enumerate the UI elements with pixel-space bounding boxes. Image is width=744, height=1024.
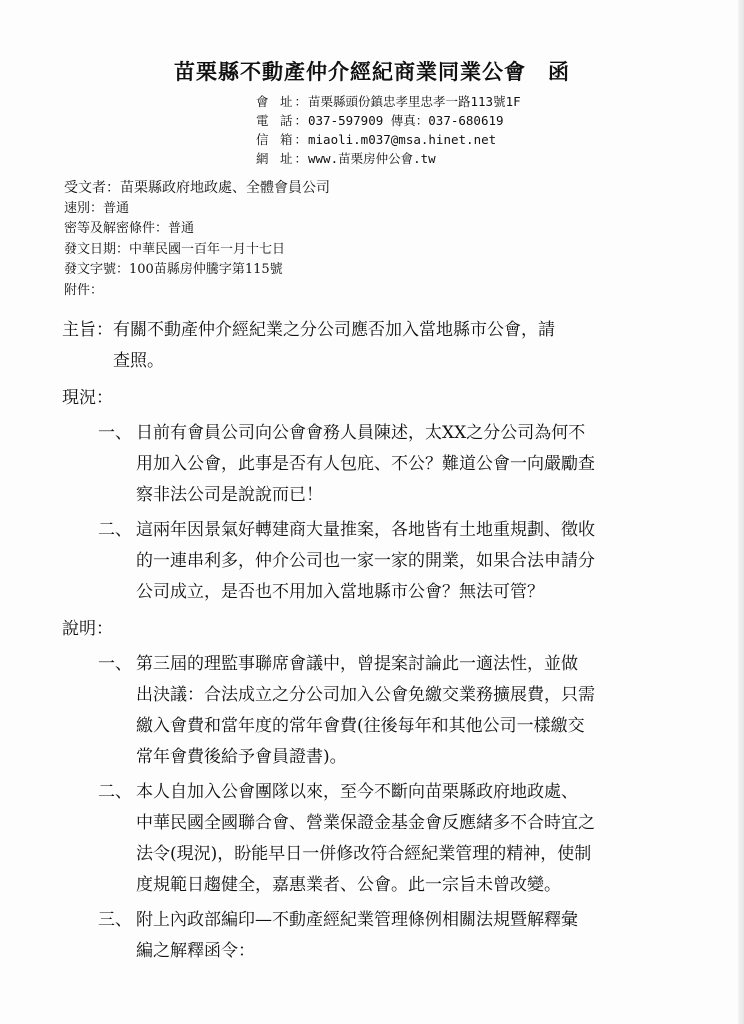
body-text xyxy=(62,315,702,967)
meta-attachment: 附件： xyxy=(64,282,104,298)
subject-text: 有關不動產仲介經紀業之分公司應否加入當地縣市公會，請 查照。 xyxy=(113,320,555,371)
meta-doc-number: 發文字號：100苗縣房仲騰字第115號 xyxy=(64,262,283,277)
doc-type: 函 xyxy=(548,59,570,84)
meta-recipient: 受文者：苗栗縣政府地政處、全體會員公司 xyxy=(64,180,330,196)
meta-date: 發文日期：中華民國一百年一月十七日 xyxy=(64,241,286,257)
explanation-heading: 說明： xyxy=(62,619,113,639)
subject xyxy=(62,315,702,377)
document-title xyxy=(0,56,744,86)
meta-speed: 速別：普通 xyxy=(64,200,130,216)
scan-edge xyxy=(738,0,744,1024)
org-title: 苗栗縣不動產仲介經紀商業同業公會 xyxy=(174,59,526,84)
meta-security: 密等及解密條件：普通 xyxy=(64,221,195,236)
explanation-item: 二、 本人自加入公會團隊以來，至今不斷向苗栗縣政府地政處、 中華民國全國聯合會、營業保證金基金會反應緒多不合時宜之 法令(現況)，盼能早日一併修改符合經紀業管理的精神，使制 度規範日趨健全，嘉惠業者、公會。此一宗旨未曾改變。 xyxy=(98,782,595,895)
contact-email: 信 箱：miaoli.m037@msa.hinet.net xyxy=(256,132,497,147)
meta-block xyxy=(64,178,330,301)
contact-block xyxy=(256,92,521,168)
contact-phone: 電 話：037-597909 傳真：037-680619 xyxy=(256,113,504,128)
contact-address: 會 址：苗栗縣頭份鎮忠孝里忠孝一路113號1F xyxy=(256,94,521,109)
current-situation-heading: 現況： xyxy=(62,388,113,408)
subject-label: 主旨： xyxy=(62,320,113,340)
contact-website: 網 址：www.苗栗房仲公會.tw xyxy=(256,151,436,166)
situation-item: 二、 這兩年因景氣好轉建商大量推案，各地皆有土地重規劃、徵收 的一連串利多，仲介公司也一家一家的開業，如果合法申請分 公司成立，是否也不用加入當地縣市公會？無法可管？ xyxy=(98,520,595,602)
explanation-item: 一、 第三屆的理監事聯席會議中，曾提案討論此一適法性，並做 出決議：合法成立之分公司加入公會免繳交業務擴展費，只需 繳入會費和當年度的常年會費(往後每年和其他公司一樣繳交 常年會費後給予會員證書)。 xyxy=(98,654,595,767)
explanation-item: 三、 附上內政部編印—不動產經紀業管理條例相關法規暨解釋彙 編之解釋函令： xyxy=(98,910,578,961)
situation-item: 一、 日前有會員公司向公會會務人員陳述，太XX之分公司為何不 用加入公會，此事是否有人包庇、不公？難道公會一向嚴勵查 察非法公司是說說而已！ xyxy=(98,423,595,505)
